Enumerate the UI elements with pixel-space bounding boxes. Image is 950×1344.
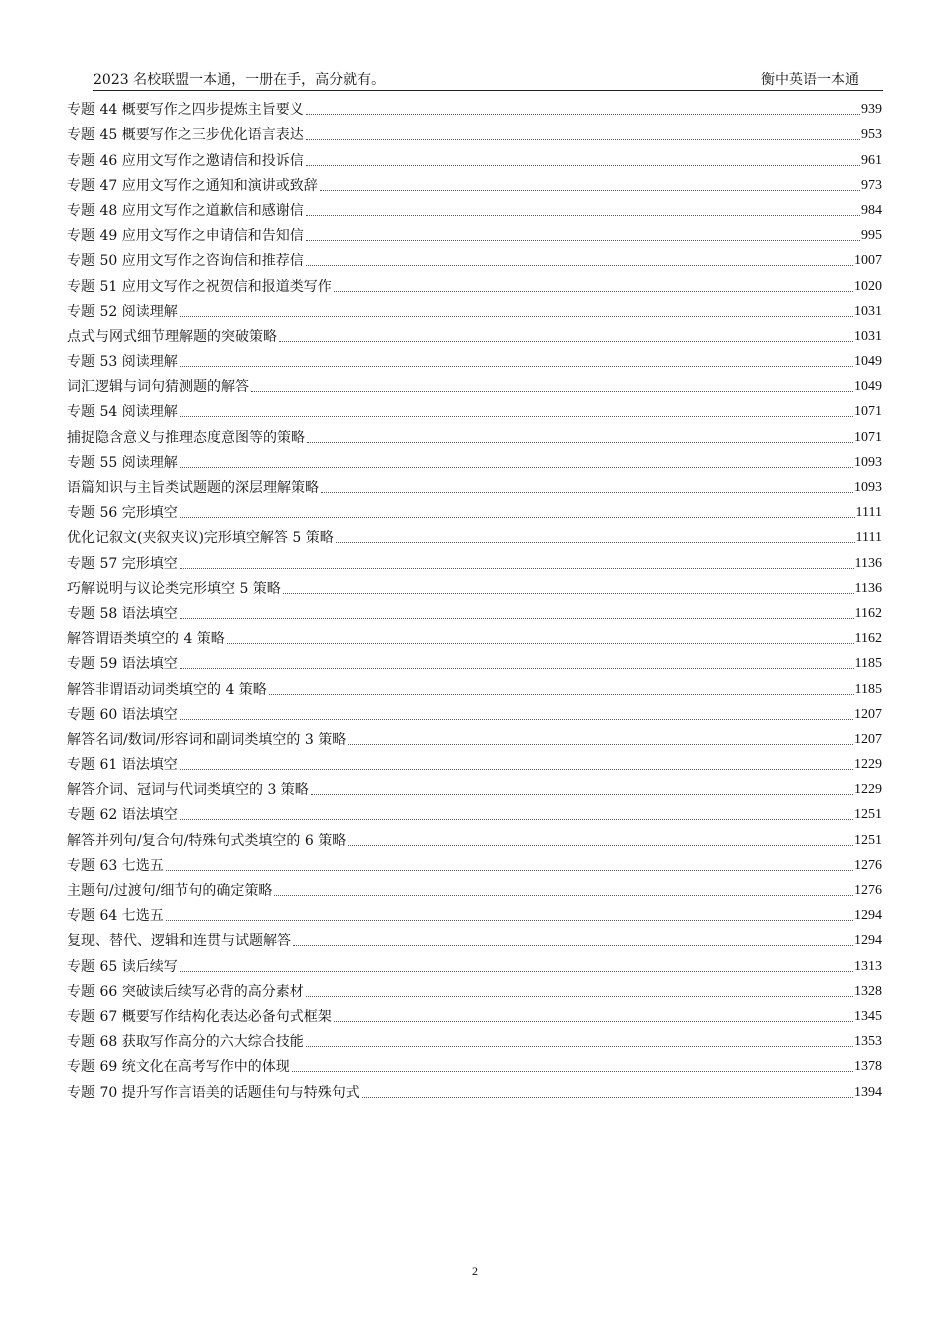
toc-entry[interactable] [67, 925, 882, 950]
toc-entry-page: 984 [861, 202, 882, 218]
toc-entry-page: 1294 [854, 933, 882, 949]
toc-entry-title: 专题 70 提升写作言语美的话题佳句与特殊句式 [67, 1084, 360, 1101]
toc-dot-leader [307, 442, 853, 443]
toc-dot-leader [166, 870, 853, 871]
toc-dot-leader [180, 416, 853, 417]
toc-entry-title: 专题 53 阅读理解 [67, 354, 178, 371]
toc-entry[interactable] [67, 1001, 882, 1026]
toc-entry[interactable] [67, 724, 882, 749]
toc-entry-page: 1313 [854, 958, 882, 974]
toc-entry-title: 专题 57 完形填空 [67, 555, 178, 572]
toc-entry[interactable] [67, 270, 882, 295]
toc-dot-leader [306, 240, 860, 241]
toc-dot-leader [180, 568, 854, 569]
toc-dot-leader [336, 542, 855, 543]
toc-entry-title: 点式与网式细节理解题的突破策略 [67, 328, 277, 345]
toc-entry[interactable] [67, 94, 882, 119]
toc-entry-title: 解答名词/数词/形容词和副词类填空的 3 策略 [67, 731, 347, 748]
toc-dot-leader [320, 190, 860, 191]
toc-entry-title: 巧解说明与议论类完形填空 5 策略 [67, 580, 281, 597]
toc-entry-page: 1007 [854, 253, 882, 269]
toc-entry-title: 解答并列句/复合句/特殊句式类填空的 6 策略 [67, 832, 347, 849]
toc-entry[interactable] [67, 547, 882, 572]
toc-entry-page: 1049 [854, 354, 882, 370]
toc-entry-page: 1031 [854, 303, 882, 319]
toc-dot-leader [180, 819, 853, 820]
toc-dot-leader [166, 920, 853, 921]
toc-entry-title: 专题 54 阅读理解 [67, 404, 178, 421]
page-number: 2 [472, 1264, 478, 1278]
toc-dot-leader [362, 1097, 853, 1098]
toc-entry-page: 939 [861, 102, 882, 118]
toc-entry-page: 1345 [854, 1008, 882, 1024]
toc-entry-title: 专题 67 概要写作结构化表达必备句式框架 [67, 1008, 332, 1025]
toc-entry-title: 解答非谓语动词类填空的 4 策略 [67, 681, 267, 698]
toc-entry[interactable] [67, 1051, 882, 1076]
toc-dot-leader [251, 391, 853, 392]
toc-dot-leader [306, 139, 860, 140]
toc-entry[interactable] [67, 220, 882, 245]
toc-entry[interactable] [67, 875, 882, 900]
header-left-text: 2023 名校联盟一本通，一册在手，高分就有。 [93, 72, 386, 88]
toc-entry-title: 专题 45 概要写作之三步优化语言表达 [67, 127, 304, 144]
toc-entry-title: 专题 50 应用文写作之咨询信和推荐信 [67, 253, 304, 270]
toc-dot-leader [306, 1046, 853, 1047]
toc-entry-page: 1394 [854, 1084, 882, 1100]
toc-entry[interactable] [67, 346, 882, 371]
toc-entry[interactable] [67, 371, 882, 396]
toc-dot-leader [306, 114, 860, 115]
toc-entry-page: 1328 [854, 983, 882, 999]
toc-entry-page: 1207 [854, 706, 882, 722]
toc-entry-title: 复现、替代、逻辑和连贯与试题解答 [67, 933, 291, 950]
toc-entry-title: 专题 64 七选五 [67, 908, 164, 925]
toc-entry[interactable] [67, 774, 882, 799]
toc-dot-leader [311, 794, 853, 795]
toc-entry[interactable] [67, 648, 882, 673]
toc-dot-leader [292, 1071, 853, 1072]
toc-entry[interactable] [67, 396, 882, 421]
toc-entry-page: 1136 [854, 580, 882, 596]
toc-dot-leader [180, 316, 853, 317]
toc-dot-leader [180, 769, 853, 770]
toc-entry-page: 1251 [854, 807, 882, 823]
toc-dot-leader [274, 895, 853, 896]
toc-entry-title: 专题 56 完形填空 [67, 505, 178, 522]
toc-entry-page: 1276 [854, 883, 882, 898]
toc-entry[interactable] [67, 900, 882, 925]
toc-entry[interactable] [67, 522, 882, 547]
toc-entry[interactable] [67, 472, 882, 497]
toc-entry[interactable] [67, 195, 882, 220]
toc-entry-title: 专题 58 语法填空 [67, 605, 178, 622]
toc-entry[interactable] [67, 144, 882, 169]
toc-dot-leader [180, 366, 853, 367]
toc-entry-title: 解答谓语类填空的 4 策略 [67, 631, 225, 648]
toc-entry[interactable] [67, 245, 882, 270]
toc-dot-leader [180, 719, 853, 720]
toc-entry-title: 解答介词、冠词与代词类填空的 3 策略 [67, 782, 309, 799]
toc-entry-page: 973 [861, 177, 882, 193]
toc-entry-page: 953 [861, 127, 882, 143]
toc-dot-leader [279, 341, 853, 342]
toc-entry[interactable] [67, 170, 882, 195]
toc-dot-leader [348, 845, 853, 846]
toc-entry-title: 专题 61 语法填空 [67, 757, 178, 774]
toc-entry[interactable] [67, 623, 882, 648]
toc-entry[interactable] [67, 799, 882, 824]
toc-entry-page: 1251 [854, 832, 882, 848]
toc-entry-title: 专题 48 应用文写作之道歉信和感谢信 [67, 202, 304, 219]
toc-entry[interactable] [67, 824, 882, 849]
toc-dot-leader [306, 996, 853, 997]
toc-entry-title: 专题 66 突破读后续写必背的高分素材 [67, 983, 304, 1000]
toc-entry[interactable] [67, 296, 882, 321]
toc-entry-title: 专题 47 应用文写作之通知和演讲或致辞 [67, 177, 318, 194]
toc-entry[interactable] [67, 421, 882, 446]
toc-dot-leader [334, 1021, 853, 1022]
toc-entry-page: 1276 [854, 857, 882, 873]
toc-entry-page: 1111 [855, 505, 882, 521]
toc-dot-leader [180, 618, 854, 619]
toc-entry-page: 995 [861, 228, 882, 244]
toc-entry[interactable] [67, 598, 882, 623]
toc-entry-page: 1031 [854, 328, 882, 344]
toc-entry-page: 961 [861, 152, 882, 168]
toc-dot-leader [180, 467, 853, 468]
toc-dot-leader [348, 744, 853, 745]
toc-entry[interactable] [67, 573, 882, 598]
toc-entry[interactable] [67, 447, 882, 472]
toc-dot-leader [283, 593, 854, 594]
toc-dot-leader [306, 165, 860, 166]
toc-entry-title: 专题 55 阅读理解 [67, 454, 178, 471]
toc-entry[interactable] [67, 950, 882, 975]
toc-entry[interactable] [67, 1076, 882, 1101]
toc-entry-title: 专题 49 应用文写作之申请信和告知信 [67, 228, 304, 245]
page-header [93, 66, 883, 91]
toc-entry[interactable] [67, 119, 882, 144]
toc-entry-page: 1229 [854, 782, 882, 798]
toc-entry-title: 专题 68 获取写作高分的六大综合技能 [67, 1034, 304, 1051]
toc-entry-title: 专题 65 读后续写 [67, 958, 178, 975]
toc-entry-page: 1093 [854, 454, 882, 470]
toc-entry[interactable] [67, 497, 882, 522]
toc-entry-page: 1185 [854, 681, 882, 697]
toc-entry-page: 1229 [854, 757, 882, 773]
toc-entry-title: 专题 44 概要写作之四步提炼主旨要义 [67, 102, 304, 119]
toc-dot-leader [293, 945, 853, 946]
toc-entry-page: 1185 [854, 656, 882, 672]
toc-entry-page: 1071 [854, 404, 882, 420]
toc-dot-leader [306, 215, 860, 216]
toc-entry-title: 专题 60 语法填空 [67, 706, 178, 723]
toc-entry[interactable] [67, 673, 882, 698]
toc-entry-page: 1049 [854, 379, 882, 395]
toc-entry-title: 专题 51 应用文写作之祝贺信和报道类写作 [67, 278, 332, 295]
toc-entry-page: 1071 [854, 429, 882, 445]
toc-dot-leader [180, 668, 854, 669]
toc-entry-page: 1162 [854, 605, 882, 621]
toc-entry-title: 专题 69 统文化在高考写作中的体现 [67, 1059, 290, 1076]
toc-entry-title: 专题 63 七选五 [67, 857, 164, 874]
toc-dot-leader [227, 643, 854, 644]
toc-entry-page: 1136 [854, 555, 882, 571]
toc-entry-title: 优化记叙文(夹叙夹议)完形填空解答 5 策略 [67, 530, 334, 547]
toc-entry-title: 专题 52 阅读理解 [67, 303, 178, 320]
toc-entry-page: 1111 [855, 530, 882, 546]
toc-dot-leader [180, 517, 855, 518]
toc-entry[interactable] [67, 850, 882, 875]
toc-dot-leader [269, 694, 854, 695]
toc-entry-page: 1207 [854, 731, 882, 747]
toc-dot-leader [321, 492, 853, 493]
table-of-contents [67, 94, 882, 1102]
toc-entry-page: 1378 [854, 1059, 882, 1075]
toc-entry-title: 捕捉隐含意义与推理态度意图等的策略 [67, 429, 305, 446]
toc-dot-leader [306, 265, 853, 266]
toc-entry[interactable] [67, 749, 882, 774]
toc-entry-page: 1353 [854, 1034, 882, 1050]
toc-entry-page: 1162 [854, 631, 882, 647]
toc-entry-title: 词汇逻辑与词句猜测题的解答 [67, 379, 249, 396]
toc-dot-leader [180, 971, 853, 972]
toc-entry-title: 语篇知识与主旨类试题题的深层理解策略 [67, 480, 319, 496]
toc-entry-page: 1294 [854, 908, 882, 924]
toc-entry-title: 主题句/过渡句/细节句的确定策略 [67, 883, 273, 899]
toc-dot-leader [334, 291, 853, 292]
toc-entry-title: 专题 46 应用文写作之邀请信和投诉信 [67, 152, 304, 169]
header-right-text: 衡中英语一本通 [761, 72, 859, 88]
toc-entry[interactable] [67, 976, 882, 1001]
toc-entry-title: 专题 59 语法填空 [67, 656, 178, 673]
toc-entry[interactable] [67, 321, 882, 346]
toc-entry-page: 1020 [854, 278, 882, 294]
toc-entry-page: 1093 [854, 480, 882, 495]
toc-entry[interactable] [67, 699, 882, 724]
toc-entry-title: 专题 62 语法填空 [67, 807, 178, 824]
toc-entry[interactable] [67, 1026, 882, 1051]
